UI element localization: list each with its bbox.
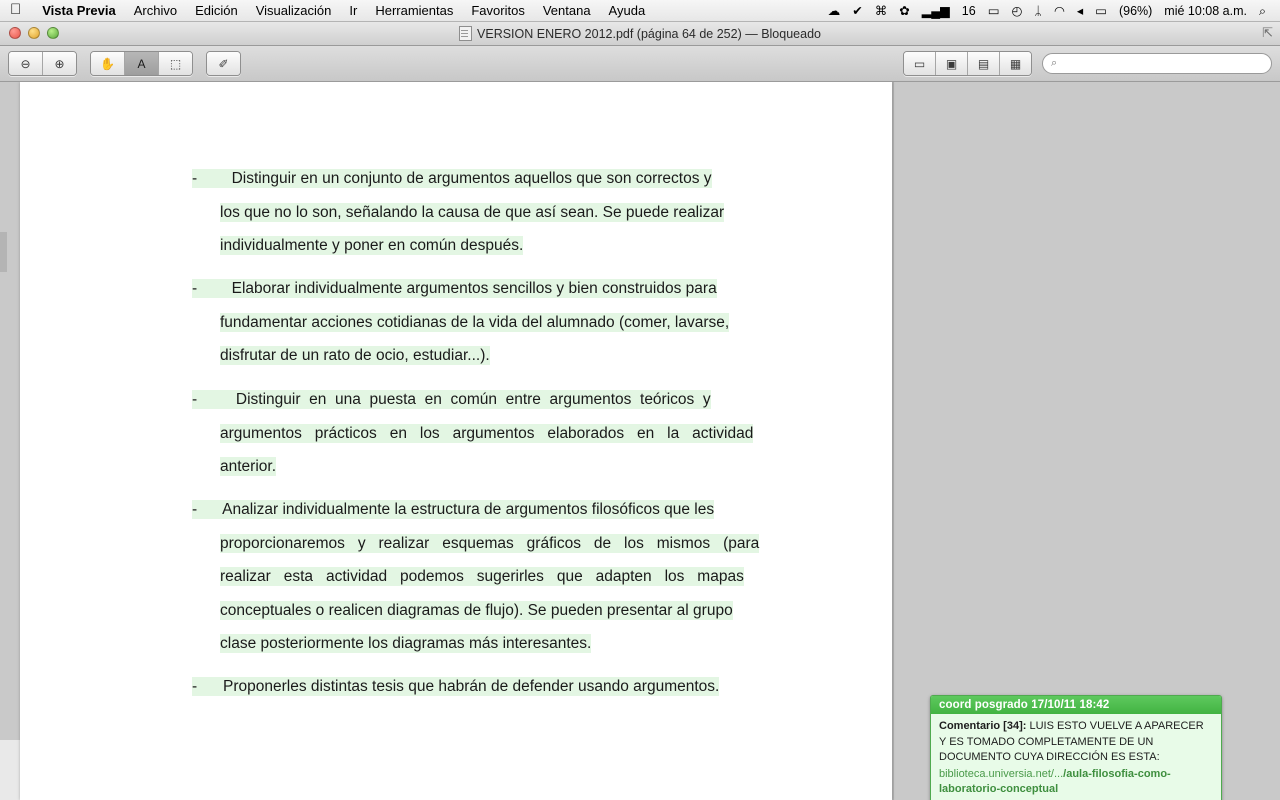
colorsync-icon[interactable]: ✿ (899, 3, 910, 18)
page-corner-shade (0, 740, 20, 800)
view-two-up-button[interactable]: ▣ (936, 52, 968, 75)
battery-icon[interactable]: ▭ (1095, 3, 1107, 18)
menu-item-visualizacion[interactable]: Visualización (244, 2, 321, 18)
view-single-page-button[interactable]: ▭ (904, 52, 936, 75)
sidebar-handle[interactable] (0, 232, 7, 272)
zoom-in-button[interactable]: ⊕ (43, 52, 76, 75)
paragraph-line: realizar esta actividad podemos sugerirles que adapten los mapas (220, 568, 744, 585)
menu-item-ayuda[interactable]: Ayuda (597, 2, 634, 18)
paragraph-line: individualmente y poner en común después. (220, 237, 524, 254)
minimize-button[interactable] (28, 27, 40, 39)
comment-link[interactable] (939, 767, 1213, 798)
paragraph-line: - Distinguir en un conjunto de argumentos aquellos que son correctos y (192, 170, 712, 187)
window-title-group (459, 26, 821, 41)
page-edge-shadow (892, 82, 894, 800)
document-paragraph-3 (192, 383, 892, 484)
annotate-tool-button[interactable]: ✐ (207, 52, 240, 75)
volume-icon[interactable]: ◂ (1076, 3, 1084, 18)
document-paragraph-2 (192, 272, 892, 373)
comment-link-bold: /aula-filosofia-como-laboratorio-conceptual (939, 767, 1171, 795)
comment-label: Comentario [34]: (939, 720, 1027, 732)
menu-bar-clock[interactable]: mié 10:08 a.m. (1164, 3, 1247, 18)
rect-select-tool-button[interactable]: ⬚ (159, 52, 192, 75)
paragraph-line: proporcionaremos y realizar esquemas gráficos de los mismos (para (220, 534, 760, 552)
paragraph-line: - Proponerles distintas tesis que habrán de defender usando argumentos. (192, 678, 720, 695)
menu-item-edicion[interactable]: Edición (183, 2, 227, 18)
spotlight-icon[interactable]: ⌕ (1258, 3, 1266, 18)
zoom-button-group (8, 51, 77, 76)
search-input[interactable] (1042, 53, 1272, 74)
comment-text: LUIS ESTO VUELVE A APARECER Y ES TOMADO COMPLETAMENTE DE UN DOCUMENTO CUYA DIRECCIÓN ES ESTA: (939, 720, 1204, 763)
comment-author-date: coord posgrado 17/10/11 18:42 (931, 696, 1221, 714)
display-icon[interactable]: ▭ (987, 3, 1000, 18)
menu-bar-status-area (822, 0, 1280, 22)
notification-count[interactable]: 16 (961, 3, 976, 18)
zoom-button[interactable] (47, 27, 59, 39)
tool-button-group (90, 51, 193, 76)
signal-bars-icon[interactable]: ▂▄▆ (921, 3, 950, 18)
annotate-button-group (206, 51, 241, 76)
preview-window (0, 22, 1280, 800)
battery-percent-label[interactable]: (96%) (1118, 3, 1153, 18)
window-title: VERSION ENERO 2012.pdf (página 64 de 252) — Bloqueado (477, 26, 821, 41)
window-titlebar[interactable] (0, 22, 1280, 46)
paragraph-line: - Analizar individualmente la estructura de argumentos filosóficos que les (192, 501, 715, 518)
paragraph-line: fundamentar acciones cotidianas de la vida del alumnado (comer, lavarse, (220, 313, 730, 331)
pdf-comment-popup[interactable] (930, 695, 1222, 800)
document-paragraph-1 (192, 162, 892, 263)
fullscreen-icon[interactable]: ⇱ (1262, 25, 1273, 40)
paragraph-line: - Elaborar individualmente argumentos sencillos y bien construidos para (192, 280, 717, 297)
view-grid-button[interactable]: ▦ (1000, 52, 1031, 75)
apple-menu-icon[interactable] (0, 2, 33, 17)
network-icon[interactable]: ⌘ (874, 3, 888, 18)
view-sidebar-button[interactable]: ▤ (968, 52, 1000, 75)
paragraph-line: disfrutar de un rato de ocio, estudiar...). (220, 347, 490, 364)
document-view[interactable] (0, 82, 1280, 800)
zoom-out-button[interactable]: ⊖ (9, 52, 43, 75)
time-machine-icon[interactable]: ◴ (1011, 3, 1023, 18)
paragraph-line: clase posteriormente los diagramas más interesantes. (220, 635, 592, 652)
paragraph-line: argumentos prácticos en los argumentos elaborados en la actividad (220, 424, 754, 442)
shield-check-icon[interactable]: ✔ (852, 3, 863, 18)
preview-toolbar (0, 46, 1280, 82)
paragraph-line: los que no lo son, señalando la causa de que así sean. Se puede realizar (220, 203, 725, 221)
window-controls (9, 27, 59, 39)
macos-menu-bar (0, 0, 1280, 22)
view-mode-group (903, 51, 1032, 76)
comment-body (931, 714, 1221, 800)
menu-item-archivo[interactable]: Archivo (122, 2, 166, 18)
paragraph-line: conceptuales o realicen diagramas de flujo). Se pueden presentar al grupo (220, 601, 733, 619)
wifi-icon[interactable]: ◠ (1053, 3, 1065, 18)
dropbox-icon[interactable]: ☁ (827, 3, 841, 18)
comment-link-prefix: biblioteca.universia.net/... (939, 767, 1064, 780)
document-paragraph-5 (192, 670, 892, 704)
menu-item-favoritos[interactable]: Favoritos (460, 2, 514, 18)
pdf-page[interactable] (20, 82, 892, 800)
paragraph-line: anterior. (220, 458, 277, 475)
text-select-tool-button[interactable]: A (125, 52, 159, 75)
close-button[interactable] (9, 27, 21, 39)
paragraph-line: - Distinguir en una puesta en común entre argumentos teóricos y (192, 391, 711, 408)
search-icon: ⌕ (1051, 57, 1058, 69)
menu-item-app[interactable]: Vista Previa (31, 2, 105, 18)
menu-item-herramientas[interactable]: Herramientas (364, 2, 443, 18)
bluetooth-icon[interactable]: ᛦ (1034, 3, 1042, 18)
document-paragraph-4 (192, 493, 892, 661)
document-icon (459, 26, 472, 41)
menu-item-ir[interactable]: Ir (338, 2, 347, 18)
menu-item-ventana[interactable]: Ventana (531, 2, 580, 18)
hand-tool-button[interactable]: ✋ (91, 52, 125, 75)
